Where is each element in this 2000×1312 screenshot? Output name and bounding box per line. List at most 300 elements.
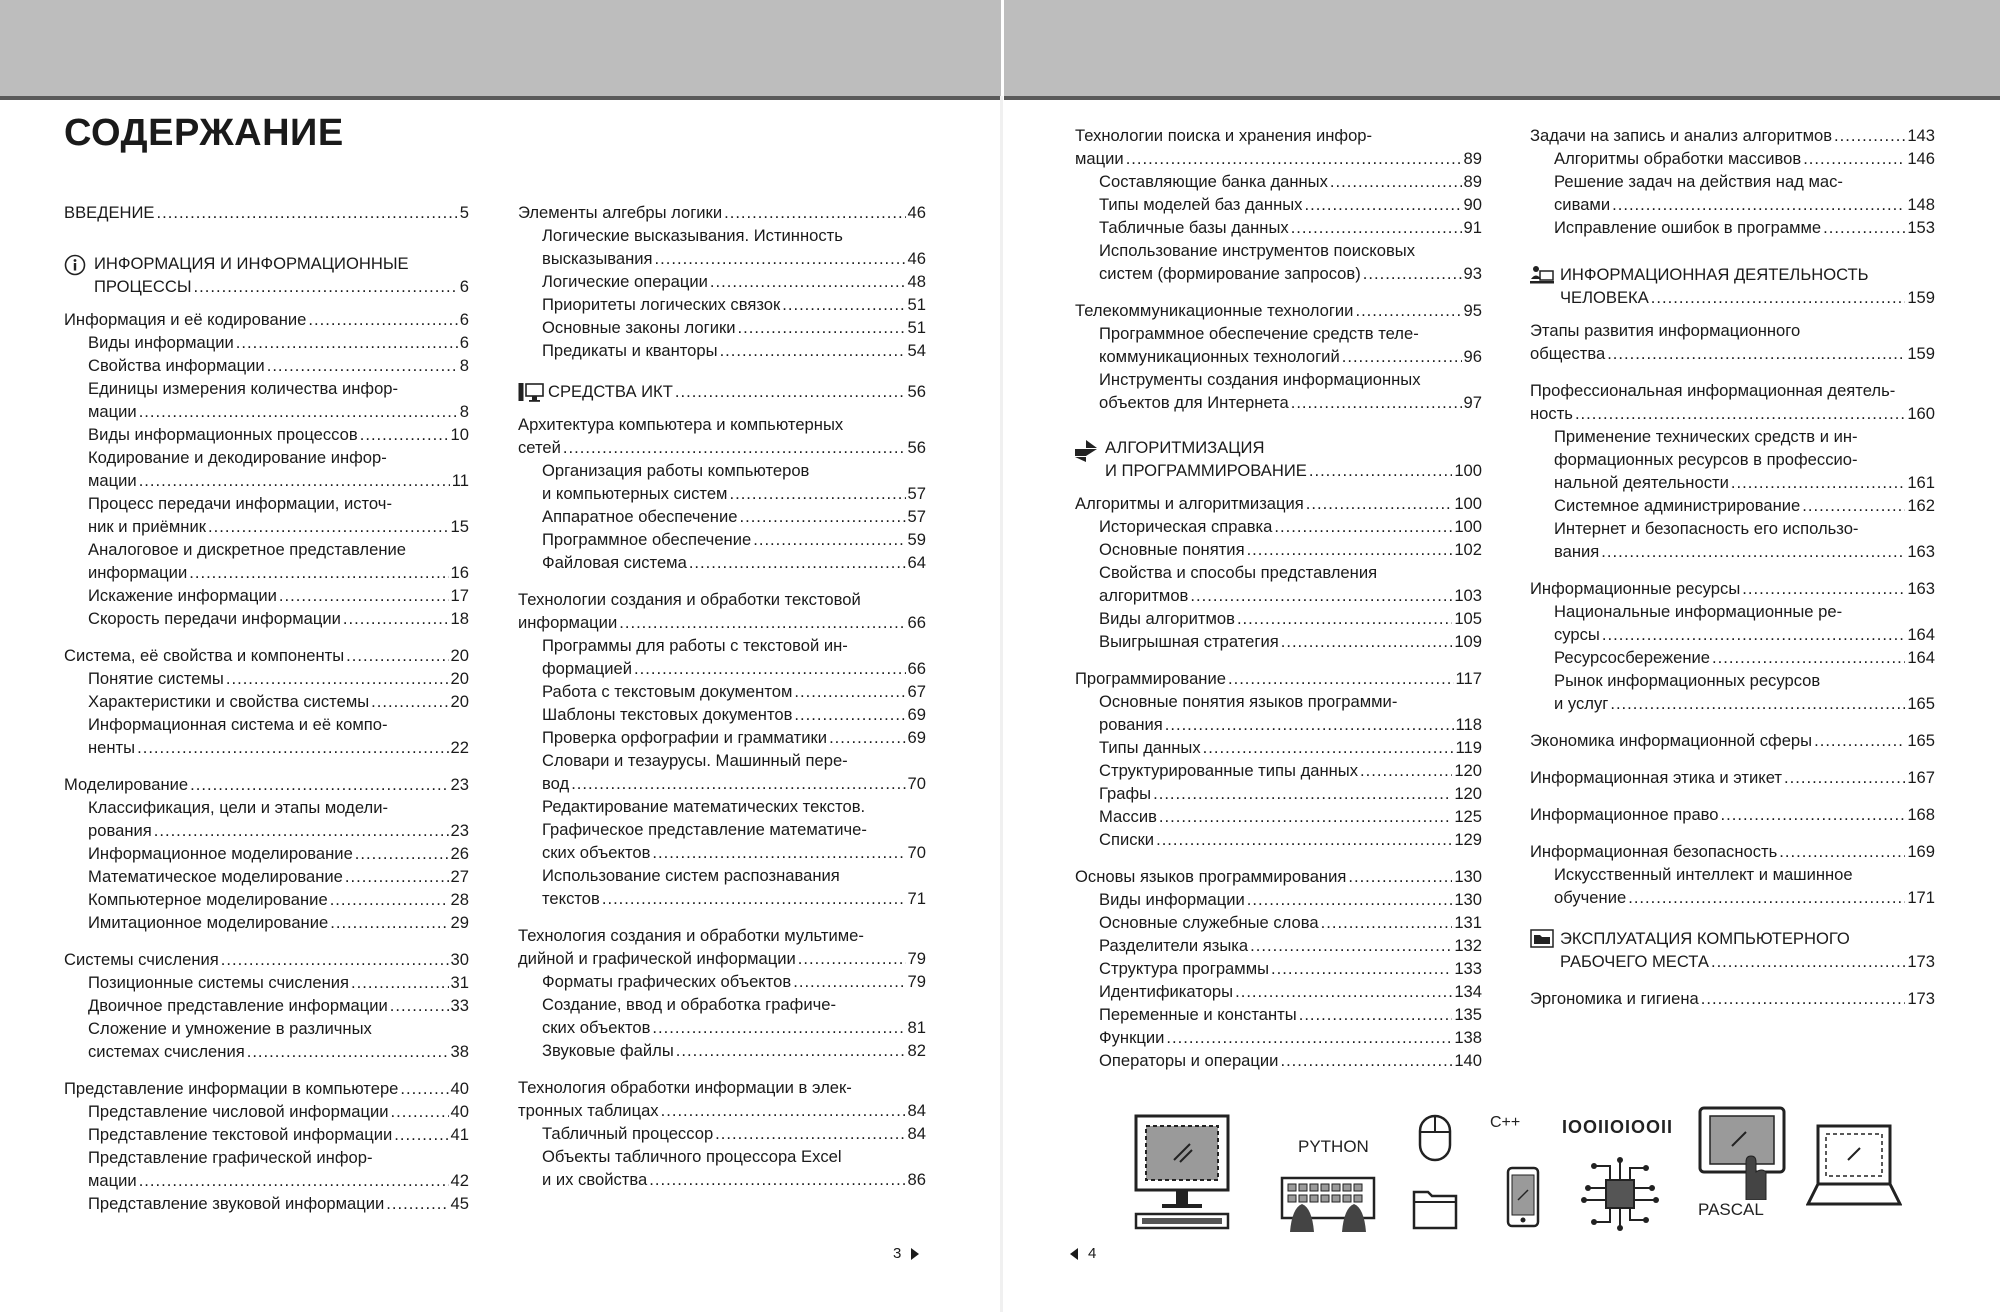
toc-subentry[interactable]	[64, 667, 469, 690]
toc-subentry[interactable]	[1075, 607, 1482, 630]
toc-title: ВВЕДЕНИЕ	[64, 203, 155, 222]
toc-title: Звуковые файлы	[542, 1041, 674, 1060]
toc-subentry[interactable]	[64, 607, 469, 630]
toc-subentry[interactable]	[1075, 170, 1482, 193]
dot-leader	[139, 400, 458, 423]
dot-leader	[137, 736, 448, 759]
toc-subentry[interactable]	[1075, 690, 1482, 736]
toc-entry[interactable]	[518, 413, 926, 459]
toc-title: Экономика информационной сферы	[1530, 731, 1813, 750]
toc-title: вод	[542, 774, 570, 793]
dot-leader	[247, 1040, 449, 1063]
toc-subentry[interactable]	[518, 293, 926, 316]
toc-subentry[interactable]	[518, 1122, 926, 1145]
dot-leader	[1235, 980, 1452, 1003]
page-ref: 165	[1907, 731, 1935, 750]
page-ref: 143	[1907, 126, 1935, 145]
toc-section[interactable]	[1530, 927, 1935, 973]
toc-title: Математическое моделирование	[88, 867, 343, 886]
toc-subentry[interactable]	[64, 1146, 469, 1192]
toc-title: Телекоммуникационные технологии	[1075, 301, 1354, 320]
toc-subentry[interactable]	[1530, 494, 1935, 517]
dot-leader	[652, 841, 905, 864]
page-ref: 140	[1454, 1051, 1482, 1070]
dot-leader	[391, 1100, 449, 1123]
toc-entry[interactable]	[1530, 124, 1935, 147]
page-ref: 45	[450, 1194, 469, 1213]
toc-subentry[interactable]	[64, 713, 469, 759]
toc-title: и услуг	[1554, 694, 1609, 713]
toc-subentry[interactable]	[518, 505, 926, 528]
toc-entry[interactable]	[64, 1077, 469, 1100]
page-ref: 20	[450, 692, 469, 711]
toc-section[interactable]	[64, 252, 469, 298]
toc-title: высказывания	[542, 249, 653, 268]
page-ref: 6	[459, 333, 469, 352]
toc-title: Проверка орфографии и грамматики	[542, 728, 828, 747]
toc-subentry[interactable]	[1075, 216, 1482, 239]
dot-leader	[1823, 216, 1905, 239]
toc-title: Основные служебные слова	[1099, 913, 1319, 932]
toc-entry[interactable]	[64, 644, 469, 667]
page-ref: 18	[450, 609, 469, 628]
dot-leader	[1355, 299, 1461, 322]
toc-subentry[interactable]	[64, 842, 469, 865]
dot-leader	[1731, 471, 1905, 494]
dot-leader	[1610, 692, 1905, 715]
page-ref: 46	[907, 203, 926, 222]
toc-subentry[interactable]	[518, 864, 926, 910]
page-ref: 138	[1454, 1028, 1482, 1047]
header-bar-left	[0, 0, 1001, 96]
toc-subentry[interactable]	[1075, 322, 1482, 368]
toc-entry[interactable]	[1530, 987, 1935, 1010]
page-number-left	[893, 1245, 919, 1262]
dot-leader	[634, 657, 906, 680]
page-ref: 103	[1454, 586, 1482, 605]
toc-title: Шаблоны текстовых документов	[542, 705, 793, 724]
dot-leader	[798, 947, 906, 970]
toc-subentry[interactable]	[1075, 1003, 1482, 1026]
toc-title: Типы данных	[1099, 738, 1201, 757]
dot-leader	[226, 667, 449, 690]
toc-title: ских объектов	[542, 843, 651, 862]
dot-leader	[330, 888, 449, 911]
toc-subentry[interactable]	[518, 680, 926, 703]
toc-subentry[interactable]	[1075, 980, 1482, 1003]
page-ref: 51	[907, 295, 926, 314]
page-ref: 165	[1907, 694, 1935, 713]
toc-text-line: Технологии создания и обработки текстовой	[518, 590, 861, 609]
dot-leader	[371, 690, 448, 713]
toc-subentry[interactable]	[1530, 170, 1935, 216]
toc-text-line: Использование систем распознавания	[542, 866, 840, 885]
dot-leader	[1299, 1003, 1453, 1026]
toc-subentry[interactable]	[64, 690, 469, 713]
toc-text-line: Программы для работы с текстовой ин-	[542, 636, 848, 655]
dot-leader	[330, 911, 448, 934]
toc-title: Имитационное моделирование	[88, 913, 329, 932]
toc-subentry[interactable]	[518, 726, 926, 749]
toc-subentry[interactable]	[1075, 957, 1482, 980]
toc-section[interactable]	[1075, 436, 1482, 482]
dot-leader	[1274, 515, 1452, 538]
toc-entry[interactable]	[64, 308, 469, 331]
toc-title: Представление числовой информации	[88, 1102, 389, 1121]
toc-subentry[interactable]	[1075, 759, 1482, 782]
toc-entry[interactable]	[518, 924, 926, 970]
toc-subentry[interactable]	[1530, 600, 1935, 646]
toc-subentry[interactable]	[1530, 863, 1935, 909]
page-ref: 118	[1455, 715, 1482, 734]
dot-leader	[1291, 216, 1462, 239]
page-ref: 131	[1454, 913, 1482, 932]
toc-subentry[interactable]	[518, 316, 926, 339]
dot-leader	[1779, 840, 1905, 863]
page-ref: 20	[450, 646, 469, 665]
toc-subentry[interactable]	[1075, 828, 1482, 851]
page-ref: 31	[450, 973, 469, 992]
toc-subentry[interactable]	[1530, 147, 1935, 170]
page-ref: 130	[1454, 890, 1482, 909]
toc-subentry[interactable]	[64, 1123, 469, 1146]
page-ref: 8	[459, 402, 469, 421]
toc-text-line: Редактирование математических текстов.	[542, 797, 866, 816]
toc-text-line: Интернет и безопасность его использо-	[1554, 519, 1859, 538]
page-ref: 161	[1907, 473, 1935, 492]
page-ref: 8	[459, 356, 469, 375]
toc-text-line: Применение технических средств и ин-	[1554, 427, 1858, 446]
toc-text-line: Организация работы компьютеров	[542, 461, 810, 480]
toc-subentry[interactable]	[518, 795, 926, 864]
toc-subentry[interactable]	[518, 749, 926, 795]
toc-subentry[interactable]	[518, 270, 926, 293]
dot-leader	[1304, 193, 1461, 216]
toc-title: Информация и её кодирование	[64, 310, 307, 329]
toc-text-line: Информационная система и её компо-	[88, 715, 388, 734]
toc-entry[interactable]	[64, 773, 469, 796]
toc-subentry[interactable]	[1075, 561, 1482, 607]
dot-leader	[1165, 713, 1454, 736]
desktop-computer-icon	[1134, 1114, 1230, 1232]
toc-title: Свойства информации	[88, 356, 265, 375]
toc-title: Программное обеспечение	[542, 530, 752, 549]
toc-subentry[interactable]	[64, 354, 469, 377]
page-ref: 33	[450, 996, 469, 1015]
toc-subentry[interactable]	[64, 911, 469, 934]
toc-title: Позиционные системы счисления	[88, 973, 350, 992]
dot-leader	[738, 316, 906, 339]
toc-text-line: Профессиональная информационная деятель-	[1530, 381, 1896, 400]
toc-subentry[interactable]	[1075, 1026, 1482, 1049]
toc-title: Работа с текстовым документом	[542, 682, 793, 701]
page-ref: 90	[1463, 195, 1482, 214]
toc-text-line: Инструменты создания информационных	[1099, 370, 1421, 389]
toc-title: Логические операции	[542, 272, 708, 291]
info-icon	[64, 254, 86, 276]
toc-title: ненты	[88, 738, 136, 757]
toc-title: И ПРОГРАММИРОВАНИЕ	[1105, 461, 1307, 480]
toc-title: сурсы	[1554, 625, 1600, 644]
dot-leader	[351, 971, 448, 994]
toc-title: коммуникационных технологий	[1099, 347, 1340, 366]
page-ref: 57	[907, 484, 926, 503]
toc-entry[interactable]	[1530, 803, 1935, 826]
toc-subentry[interactable]	[518, 634, 926, 680]
toc-subentry[interactable]	[64, 584, 469, 607]
page-ref: 56	[907, 382, 926, 401]
toc-subentry[interactable]	[1075, 934, 1482, 957]
toc-text-line: Графическое представление математиче-	[542, 820, 867, 839]
dot-leader	[1711, 950, 1905, 973]
toc-title: Информационное право	[1530, 805, 1719, 824]
toc-subentry[interactable]	[1075, 782, 1482, 805]
toc-subentry[interactable]	[64, 994, 469, 1017]
python-label: PYTHON	[1298, 1137, 1369, 1156]
toc-section[interactable]	[518, 380, 926, 403]
toc-title: Задачи на запись и анализ алгоритмов	[1530, 126, 1833, 145]
toc-subentry[interactable]	[1530, 216, 1935, 239]
dot-leader	[724, 201, 905, 224]
page-ref: 164	[1907, 648, 1935, 667]
toc-subentry[interactable]	[518, 1145, 926, 1191]
dot-leader	[676, 1039, 906, 1062]
toc-subentry[interactable]	[64, 1017, 469, 1063]
toc-subentry[interactable]	[64, 971, 469, 994]
toc-title: и компьютерных систем	[542, 484, 728, 503]
dot-leader	[1601, 540, 1905, 563]
toc-title: рования	[88, 821, 152, 840]
toc-title: Информационное моделирование	[88, 844, 353, 863]
dot-leader	[1166, 1026, 1452, 1049]
toc-subentry[interactable]	[64, 865, 469, 888]
dot-leader	[1291, 391, 1462, 414]
page-ref: 69	[907, 705, 926, 724]
page-ref: 23	[450, 821, 469, 840]
toc-text-line: Единицы измерения количества инфор-	[88, 379, 399, 398]
toc-title: Основные законы логики	[542, 318, 736, 337]
toc-subentry[interactable]	[1530, 425, 1935, 494]
page-ref: 79	[907, 972, 926, 991]
page-ref: 164	[1907, 625, 1935, 644]
toc-subentry[interactable]	[64, 331, 469, 354]
toc-entry[interactable]	[1530, 319, 1935, 365]
page-ref: 96	[1463, 347, 1482, 366]
toc-entry[interactable]	[64, 948, 469, 971]
toc-entry[interactable]	[518, 1076, 926, 1122]
dot-leader	[1802, 494, 1905, 517]
toc-title: Моделирование	[64, 775, 189, 794]
toc-entry[interactable]	[518, 588, 926, 634]
dot-leader	[1721, 803, 1906, 826]
dot-leader	[602, 887, 906, 910]
toc-title: Виды информации	[1099, 890, 1245, 909]
toc-title: Искажение информации	[88, 586, 277, 605]
page-ref: 51	[907, 318, 926, 337]
toc-subentry[interactable]	[518, 993, 926, 1039]
dot-leader	[1742, 577, 1905, 600]
dot-leader	[675, 380, 906, 403]
page-ref: 22	[450, 738, 469, 757]
toc-subentry[interactable]	[1530, 669, 1935, 715]
dot-leader	[1153, 782, 1452, 805]
toc-text-line: Технологии поиска и хранения инфор-	[1075, 126, 1373, 145]
toc-subentry[interactable]	[1530, 517, 1935, 563]
toc-subentry[interactable]	[1075, 911, 1482, 934]
toc-entry[interactable]	[1075, 299, 1482, 322]
toc-subentry[interactable]	[64, 423, 469, 446]
toc-text-line: Свойства и способы представления	[1099, 563, 1378, 582]
toc-subentry[interactable]	[518, 528, 926, 551]
page-ref: 120	[1454, 761, 1482, 780]
toc-title: вания	[1554, 542, 1600, 561]
page-ref: 15	[450, 517, 469, 536]
toc-subentry[interactable]	[1075, 630, 1482, 653]
toc-subentry[interactable]	[1075, 1049, 1482, 1072]
toc-title: Списки	[1099, 830, 1155, 849]
toc-entry[interactable]	[1075, 492, 1482, 515]
toc-subentry[interactable]	[64, 888, 469, 911]
toc-entry[interactable]	[1530, 379, 1935, 425]
person-at-computer-icon	[1530, 265, 1554, 287]
toc-title: Понятие системы	[88, 669, 224, 688]
page-ref: 169	[1907, 842, 1935, 861]
toc-title: Исправление ошибок в программе	[1554, 218, 1822, 237]
page-ref: 109	[1454, 632, 1482, 651]
mouse-icon	[1418, 1114, 1452, 1162]
page-ref: 54	[907, 341, 926, 360]
dot-leader	[1784, 766, 1905, 789]
dot-leader	[1803, 147, 1905, 170]
dot-leader	[189, 561, 448, 584]
dot-leader	[221, 948, 449, 971]
toc-subentry[interactable]	[64, 1100, 469, 1123]
dot-leader	[739, 505, 905, 528]
toc-section[interactable]	[1530, 263, 1935, 309]
toc-entry[interactable]	[1530, 766, 1935, 789]
dot-leader	[1602, 623, 1905, 646]
toc-entry[interactable]	[1530, 577, 1935, 600]
page-ref: 159	[1907, 288, 1935, 307]
dot-leader	[649, 1168, 905, 1191]
page-ref: 97	[1463, 393, 1482, 412]
toc-subentry[interactable]	[64, 796, 469, 842]
dot-leader	[1342, 345, 1462, 368]
toc-subentry[interactable]	[1075, 888, 1482, 911]
toc-subentry[interactable]	[1530, 646, 1935, 669]
toc-subentry[interactable]	[64, 538, 469, 584]
toc-title: Разделители языка	[1099, 936, 1249, 955]
toc-title: сивами	[1554, 195, 1611, 214]
toc-title: Системы счисления	[64, 950, 219, 969]
toc-subentry[interactable]	[1075, 239, 1482, 285]
toc-subentry[interactable]	[64, 1192, 469, 1215]
toc-entry[interactable]	[1075, 865, 1482, 888]
toc-subentry[interactable]	[518, 339, 926, 362]
page-ref: 120	[1454, 784, 1482, 803]
toc-subentry[interactable]	[64, 446, 469, 492]
toc-title: Программирование	[1075, 669, 1226, 688]
toc-entry[interactable]	[1530, 729, 1935, 752]
page-number-right	[1070, 1245, 1096, 1262]
dot-leader	[571, 772, 905, 795]
toc-title: Виды алгоритмов	[1099, 609, 1235, 628]
dot-leader	[1651, 286, 1906, 309]
toc-title: Табличные базы данных	[1099, 218, 1289, 237]
page-ref: 160	[1907, 404, 1935, 423]
toc-title: сетей	[518, 438, 561, 457]
toc-title: систем (формирование запросов)	[1099, 264, 1361, 283]
toc-title: Операторы и операции	[1099, 1051, 1279, 1070]
toc-title: СРЕДСТВА ИКТ	[548, 382, 673, 401]
toc-subentry[interactable]	[518, 551, 926, 574]
toc-subentry[interactable]	[1075, 515, 1482, 538]
toc-subentry[interactable]	[518, 1039, 926, 1062]
toc-subentry[interactable]	[1075, 538, 1482, 561]
page-ref: 82	[907, 1041, 926, 1060]
page-ref: 28	[450, 890, 469, 909]
toc-subentry[interactable]	[518, 459, 926, 505]
toc-title: Форматы графических объектов	[542, 972, 792, 991]
page-ref: 130	[1454, 867, 1482, 886]
dot-leader	[782, 293, 905, 316]
dot-leader	[360, 423, 449, 446]
toc-subentry[interactable]	[1075, 736, 1482, 759]
circuit-icon	[1580, 1156, 1660, 1232]
page-ref: 57	[907, 507, 926, 526]
dot-leader	[154, 819, 449, 842]
toc-column-2	[518, 201, 926, 1191]
dot-leader	[1363, 262, 1462, 285]
toc-title: Информационная безопасность	[1530, 842, 1778, 861]
toc-title: ских объектов	[542, 1018, 651, 1037]
toc-title: Выигрышная стратегия	[1099, 632, 1279, 651]
toc-title: Представление информации в компьютере	[64, 1079, 399, 1098]
toc-text-line: Словари и тезаурусы. Машинный пере-	[542, 751, 848, 770]
page-ref: 70	[907, 774, 926, 793]
toc-subentry[interactable]	[518, 970, 926, 993]
page-ref: 89	[1463, 172, 1482, 191]
toc-text-line: Этапы развития информационного	[1530, 321, 1801, 340]
dot-leader	[1190, 584, 1452, 607]
dot-leader	[715, 1122, 905, 1145]
toc-subentry[interactable]	[518, 224, 926, 270]
toc-subentry[interactable]	[64, 492, 469, 538]
toc-title: Предикаты и кванторы	[542, 341, 718, 360]
dot-leader	[1159, 805, 1452, 828]
toc-text-line: АЛГОРИТМИЗАЦИЯ	[1105, 438, 1265, 457]
page-ref: 59	[907, 530, 926, 549]
toc-text-line: Архитектура компьютера и компьютерных	[518, 415, 844, 434]
toc-title: ность	[1530, 404, 1573, 423]
toc-entry[interactable]	[1530, 840, 1935, 863]
dot-leader	[753, 528, 905, 551]
page-ref: 135	[1454, 1005, 1482, 1024]
toc-title: Двоичное представление информации	[88, 996, 388, 1015]
toc-text-line: Основные понятия языков программи-	[1099, 692, 1398, 711]
toc-subentry[interactable]	[1075, 805, 1482, 828]
toc-entry[interactable]	[1075, 124, 1482, 170]
page-ref: 29	[450, 913, 469, 932]
toc-subentry[interactable]	[64, 377, 469, 423]
toc-entry[interactable]	[64, 201, 469, 224]
toc-entry[interactable]	[1075, 667, 1482, 690]
toc-entry[interactable]	[518, 201, 926, 224]
toc-subentry[interactable]	[1075, 193, 1482, 216]
toc-title: мации	[1075, 149, 1124, 168]
toc-subentry[interactable]	[1075, 368, 1482, 414]
toc-subentry[interactable]	[518, 703, 926, 726]
